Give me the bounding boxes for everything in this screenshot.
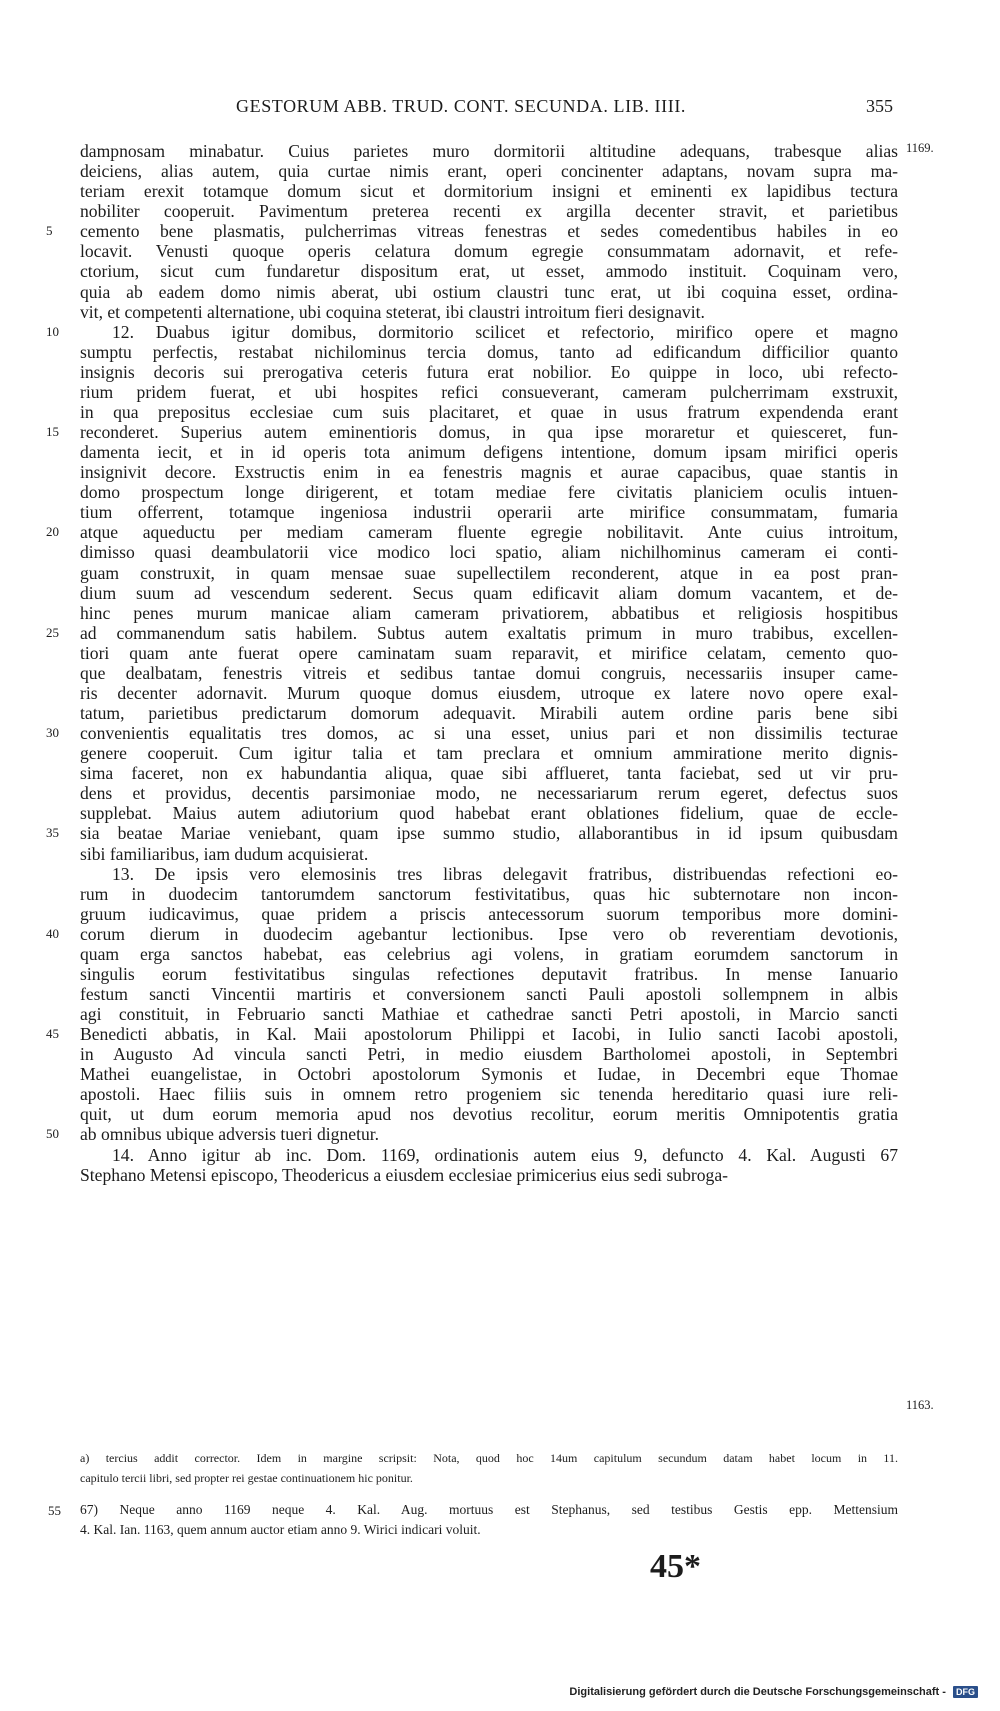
text-line: 12. Duabus igitur domibus, dormitorio scilicet et refectorio, mirifico opere et magno — [112, 321, 898, 342]
text-line: agi constituit, in Februario sancti Mathiae et cathedrae sancti Petri apostoli, in Marcio sancti — [80, 1004, 898, 1024]
text-line: tium offerrent, totamque ingeniosa industrii operarii arte mirifice consummatam, fumaria — [80, 502, 898, 523]
text-line: in qua prepositus ecclesiae cum suis placitaret, et quae in usus fratrum expendenda erant — [80, 401, 898, 422]
text-line: Mathei euangelistae, in Octobri apostolorum Symonis et Iudae, in Decembri eque Thomae — [80, 1064, 898, 1085]
text-line: in Augusto Ad vincula sancti Petri, in medio eiusdem Bartholomei apostoli, in Septembri — [80, 1044, 898, 1065]
margin-year-1169: 1169. — [906, 141, 934, 155]
text-line: apostoli. Haec filiis suis in omnem retro progeniem sic tenenda hereditario quasi iure reli- — [80, 1084, 898, 1105]
footnote-67-line-1: 67) Neque anno 1169 neque 4. Kal. Aug. mortuus est Stephanus, sed testibus Gestis epp. Mettensium — [80, 1502, 898, 1517]
running-head-title: GESTORUM ABB. TRUD. CONT. SECUNDA. LIB. IIII. — [236, 96, 687, 116]
text-line: gruum iudicavimus, quae pridem a priscis antecessorum suorum temporibus more domini- — [80, 903, 898, 924]
text-line: convenientis equalitatis tres domos, ac si una esset, unius pari et non dissimilis tecturae — [80, 723, 898, 743]
text-line: guam construxit, in quam mensae suae supellectilem reconderent, atque in ea post pran- — [80, 562, 898, 583]
text-line: corum dierum in duodecim agebantur lectionibus. Ipse vero ob reverentiam devotionis, — [80, 923, 898, 944]
line-number: 20 — [46, 524, 59, 540]
line-number: 5 — [46, 223, 53, 239]
line-number: 35 — [46, 825, 59, 841]
text-line: vit, et competenti alternatione, ubi coquina steterat, ibi claustri introitum fieri designavit. — [80, 301, 705, 322]
text-line: que dealbatam, fenestris vitreis et sedibus tantae domui congruis, necessariis insuper came- — [80, 662, 898, 683]
text-line: sumptu perfectis, restabat nichilominus tercia domus, tanto ad edificandum difficilior quanto — [80, 341, 898, 362]
line-number: 10 — [46, 323, 59, 339]
line-number: 25 — [46, 624, 59, 640]
text-line: singulis eorum festivitatibus singulas refectiones deputavit fratribus. In mense Ianuario — [80, 963, 898, 984]
text-line: reconderet. Superius autem eminentioris domus, in qua ipse moraretur et quiesceret, fun- — [80, 422, 898, 442]
line-number: 50 — [46, 1126, 59, 1142]
text-line: locavit. Venusti quoque operis celatura domum egregie consummatam adornavit, et refe- — [80, 241, 898, 262]
text-line: cemento bene plasmatis, pulcherrimas vitreas fenestras et sedes comedentibus habiles in eo — [80, 221, 898, 242]
footnote-line-number: 55 — [48, 1503, 61, 1518]
text-line: atque aqueductu per mediam cameram fluente egregie nobilitavit. Ante cuius introitum, — [80, 522, 898, 543]
text-line: rium pridem fuerat, et ubi hospites refici consueverant, cameram pulcherrimam exstruxit, — [80, 381, 898, 402]
line-number: 30 — [46, 725, 59, 740]
text-line: 13. De ipsis vero elemosinis tres libras delegavit fratribus, distribuendas refectioni eo- — [112, 863, 898, 884]
footnote-67-line-2: 4. Kal. Ian. 1163, quem annum auctor etiam anno 9. Wirici indicari voluit. — [80, 1522, 481, 1537]
text-line: deiciens, alias autem, quia curtae nimis erant, operi concinenter adaptans, novam supra ma- — [80, 161, 898, 182]
text-line: domo prospectum longe dirigerent, et totam mediae fere civitatis planiciem oculis intuen- — [80, 482, 898, 503]
text-line: nobiliter cooperuit. Pavimentum preterea recenti ex argilla decenter stravit, et parietibus — [80, 201, 898, 222]
text-line: 14. Anno igitur ab inc. Dom. 1169, ordinationis autem eius 9, defuncto 4. Kal. Augusti 67 — [112, 1144, 898, 1165]
text-line: rum in duodecim tantorumdem sanctorum festivitatibus, quas hic subternotare non incon- — [80, 883, 898, 904]
signature-mark: 45* — [650, 1548, 701, 1585]
text-line: insignivit decore. Exstructis enim in ea fenestris magnis et aurae capacibus, quae stantis in — [80, 462, 898, 483]
text-line: sia beatae Mariae veniebant, quam ipse summo studio, allaborantibus in id ipsum quibusdam — [80, 823, 898, 844]
line-number: 45 — [46, 1026, 59, 1042]
text-line: dimisso quasi deambulatorii vice modico loci spatio, aliam nichilhominus cameram ei conti- — [80, 542, 898, 563]
margin-year-1163: 1163. — [906, 1398, 934, 1412]
text-line: dampnosam minabatur. Cuius parietes muro dormitorii altitudine adequans, trabesque alias — [80, 141, 898, 161]
text-line: ad commanendum satis habilem. Subtus autem exaltatis primum in muro trabibus, excellen- — [80, 622, 898, 643]
text-line: tatum, parietibus predictarum domorum adequavit. Mirabili autem ordine paris bene sibi — [80, 703, 898, 723]
text-line: quia ab eadem domo nimis aberat, ubi ostium claustri tunc erat, ut ibi coquina esset, ordina- — [80, 281, 898, 302]
text-line: ctorium, sicut cum fundaretur dispositum erat, ut esset, ammodo instituit. Coquinam vero, — [80, 261, 898, 282]
text-line: supplebat. Maius autem adiutorium quod habebat erant oblationes fidelium, quae de eccle- — [80, 803, 898, 824]
text-line: sibi familiaribus, iam dudum acquisierat. — [80, 843, 369, 864]
page-number: 355 — [866, 96, 893, 116]
credit-text: Digitalisierung gefördert durch die Deutsche Forschungsgemeinschaft - — [569, 1686, 946, 1698]
text-line: teriam erexit totamque domum sicut et dormitorium insigni et eminenti ex lapidibus tectura — [80, 181, 898, 202]
text-line: sima faceret, non ex habundantia aliqua, quae sibi afflueret, tanta faciebat, sed ut vir pru- — [80, 763, 898, 784]
footnote-a-line-1: a) tercius addit corrector. Idem in margine scripsit: Nota, quod hoc 14um capitulum secundum datam habet locum in 11. — [80, 1451, 898, 1465]
text-line: Benedicti abbatis, in Kal. Maii apostolorum Philippi et Iacobi, in Iulio sancti Iacobi apostoli, — [80, 1024, 898, 1045]
text-line: hinc penes murum manicae aliam cameram privatiorem, abbatibus et religiosis hospitibus — [80, 602, 898, 623]
text-line: festum sancti Vincentii martiris et conversionem sancti Pauli apostoli sollempnem in albis — [80, 983, 898, 1004]
text-line: tiori quam ante fuerat opere caminatam suam reparavit, et mirifice celatam, cemento quo- — [80, 642, 898, 663]
line-number: 40 — [46, 925, 59, 941]
text-line: genere cooperuit. Cum igitur talia et tam preclara et omnium ammiratione merito dignis- — [80, 743, 898, 764]
text-line: insignis decoris sui prerogativa ceteris futura erat nobilior. Eo quippe in loco, ubi refecto- — [80, 361, 898, 382]
dfg-logo: DFG — [953, 1686, 978, 1698]
text-line: ab omnibus ubique adversis tueri dignetur. — [80, 1124, 380, 1145]
text-line: dium suum ad vescendum sederent. Secus quam edificavit aliam domum vacantem, et de- — [80, 582, 898, 603]
line-number: 15 — [46, 424, 59, 439]
text-line: quam erga sanctos habebat, eas celebrius agi volens, in gratiam eorumdem sanctorum in — [80, 943, 898, 964]
text-line: dens et providus, decentis parsimoniae modo, ne necessariarum rerum egeret, defectus suos — [80, 783, 898, 804]
text-line: quit, ut dum eorum memoria apud nos devotius recolitur, eorum meritis Omnipotentis gratia — [80, 1104, 898, 1125]
digitization-credit — [569, 1686, 978, 1698]
text-line: damenta iecit, et in id operis tota animum defigens intentione, domum ipsam mirifici operis — [80, 442, 898, 463]
footnote-a-line-2: capitulo tercii libri, sed propter rei gestae continuationem hic ponitur. — [80, 1471, 413, 1485]
text-line: Stephano Metensi episcopo, Theodericus a eiusdem ecclesiae primicerius eius sedi subroga- — [80, 1164, 729, 1185]
text-line: ris decenter adornavit. Murum quoque domus eiusdem, utroque ex latere novo opere exal- — [80, 682, 898, 703]
